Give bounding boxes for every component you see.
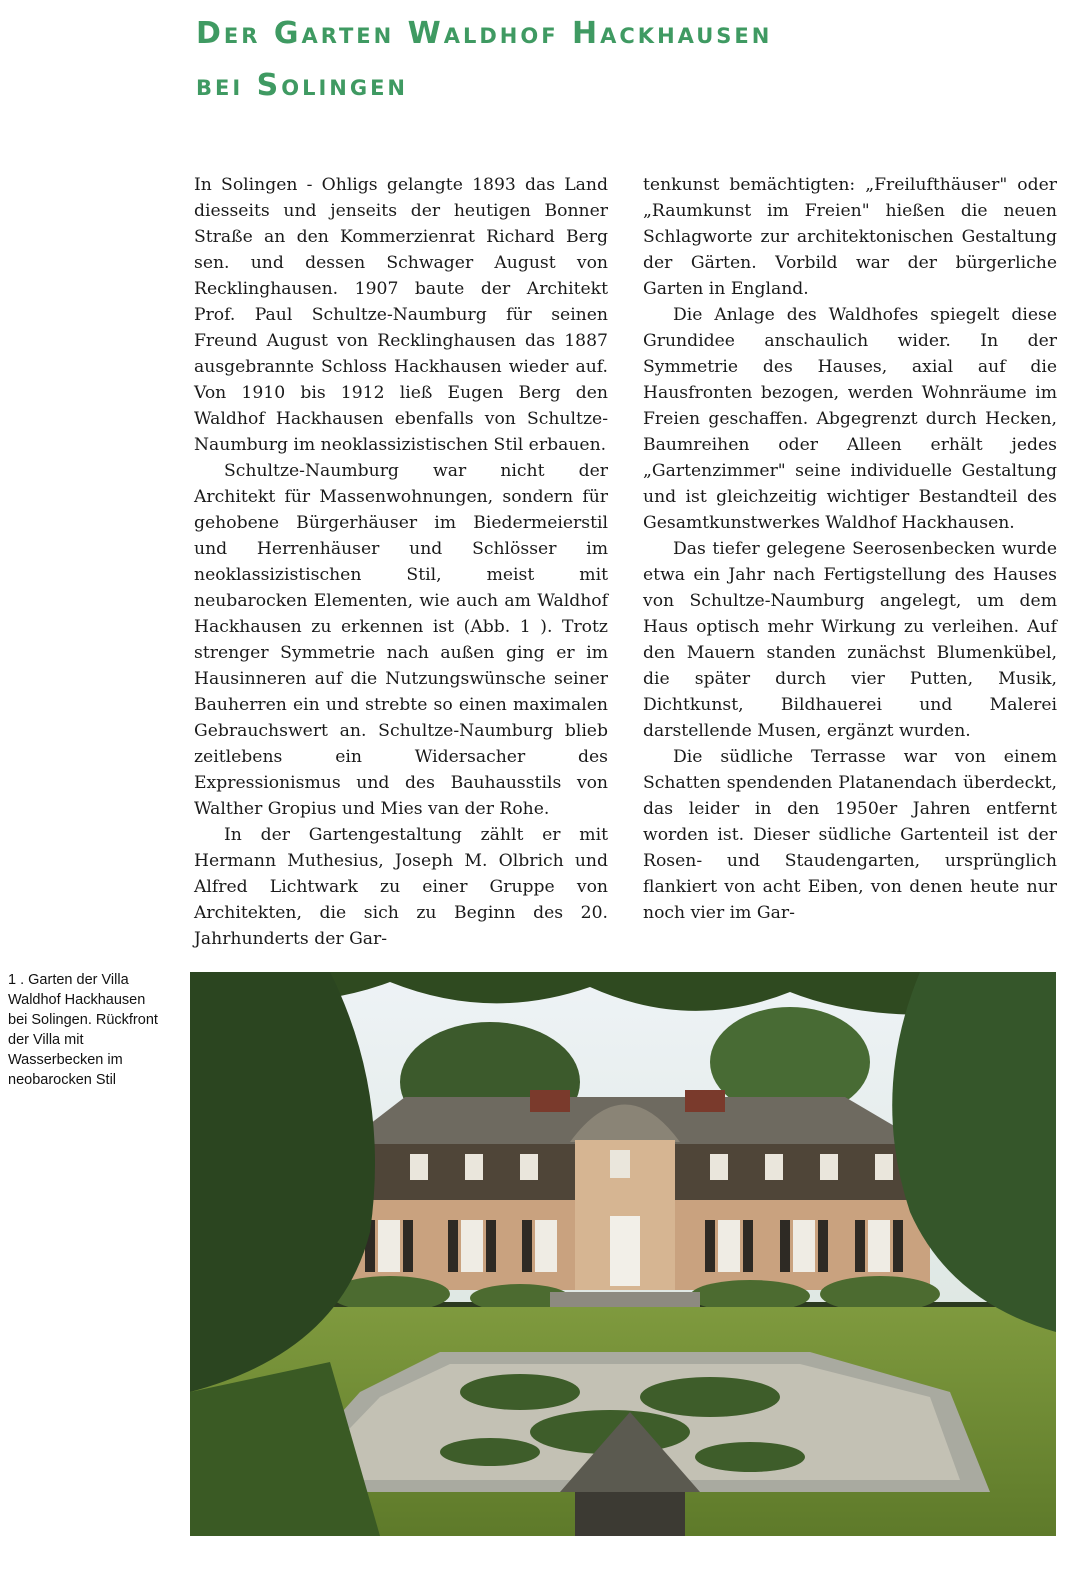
paragraph: Die Anlage des Waldhofes spiegelt diese Grundidee anschaulich wider. In der Symmetrie des Hauses, axial auf die Hausfronten bezogen, werden Wohnräume im Freien geschaffen. Abgegrenzt durch Hecken, Baumreihen oder Alleen erhält jedes „Gartenzimmer" seine individuelle Gestaltung und ist gleichzeitig wichtiger Bestandteil des Gesamtkunstwerkes Waldhof Hackhausen. [643,305,1057,533]
villa-photo [190,972,1056,1536]
paragraph: tenkunst bemächtigten: „Freilufthäuser" oder „Raumkunst im Freien" hießen die neuen Schlagworte zur architektonischen Gestaltung der Gärten. Vorbild war der bürgerliche Garten in England. [643,175,1057,299]
title-line-2: bei Solingen [196,68,408,103]
paragraph: Schultze-Naumburg war nicht der Architekt für Massenwohnungen, sondern für gehobene Bürgerhäuser im Biedermeierstil und Herrenhäuser und Schlösser im neoklassizistischen Stil, meist mit neubarocken Elementen, wie auch am Waldhof Hackhausen zu erkennen ist (Abb. 1 ). Trotz strenger Symmetrie nach außen ging er im Hausinneren auf die Nutzungswünsche seiner Bauherren ein und strebte so einen maximalen Gebrauchswert an. Schultze-Naumburg blieb zeitlebens ein Widersacher des Expressionismus und des Bauhausstils von Walther Gropius und Mies van der Rohe. [194,461,608,819]
villa-illustration [190,972,1056,1536]
text-column-right [643,172,1057,926]
paragraph: In Solingen - Ohligs gelangte 1893 das Land diesseits und jenseits der heutigen Bonner Straße an den Kommerzienrat Richard Berg sen. und dessen Schwager August von Recklinghausen. 1907 baute der Architekt Prof. Paul Schultze-Naumburg für seinen Freund August von Recklinghausen das 1887 ausgebrannte Schloss Hackhausen wieder auf. Von 1910 bis 1912 ließ Eugen Berg den Waldhof Hackhausen ebenfalls von Schultze-Naumburg im neoklassizistischen Stil erbauen. [194,175,608,455]
paragraph: Das tiefer gelegene Seerosenbecken wurde etwa ein Jahr nach Fertigstellung des Hauses von Schultze-Naumburg angelegt, um dem Haus optisch mehr Wirkung zu verleihen. Auf den Mauern standen zunächst Blumenkübel, die später durch vier Putten, Musik, Dichtkunst, Bildhauerei und Malerei darstellende Musen, ergänzt wurden. [643,539,1057,741]
paragraph: Die südliche Terrasse war von einem Schatten spendenden Platanendach überdeckt, das leider in den 1950er Jahren entfernt worden ist. Dieser südliche Gartenteil ist der Rosen- und Staudengarten, ursprünglich flankiert von acht Eiben, von denen heute nur noch vier im Gar- [643,747,1057,923]
text-column-left [194,172,608,952]
title-line-1: Der Garten Waldhof Hackhausen [196,16,773,51]
figure-caption: 1 . Garten der Villa Waldhof Hackhausen bei Solingen. Rückfront der Villa mit Wasserbecken im neobarocken Stil [8,972,158,1088]
page-title [196,8,1056,112]
paragraph: In der Gartengestaltung zählt er mit Hermann Muthesius, Joseph M. Olbrich und Alfred Lichtwark zu einer Gruppe von Architekten, die sich zu Beginn des 20. Jahrhunderts der Gar- [194,825,608,949]
